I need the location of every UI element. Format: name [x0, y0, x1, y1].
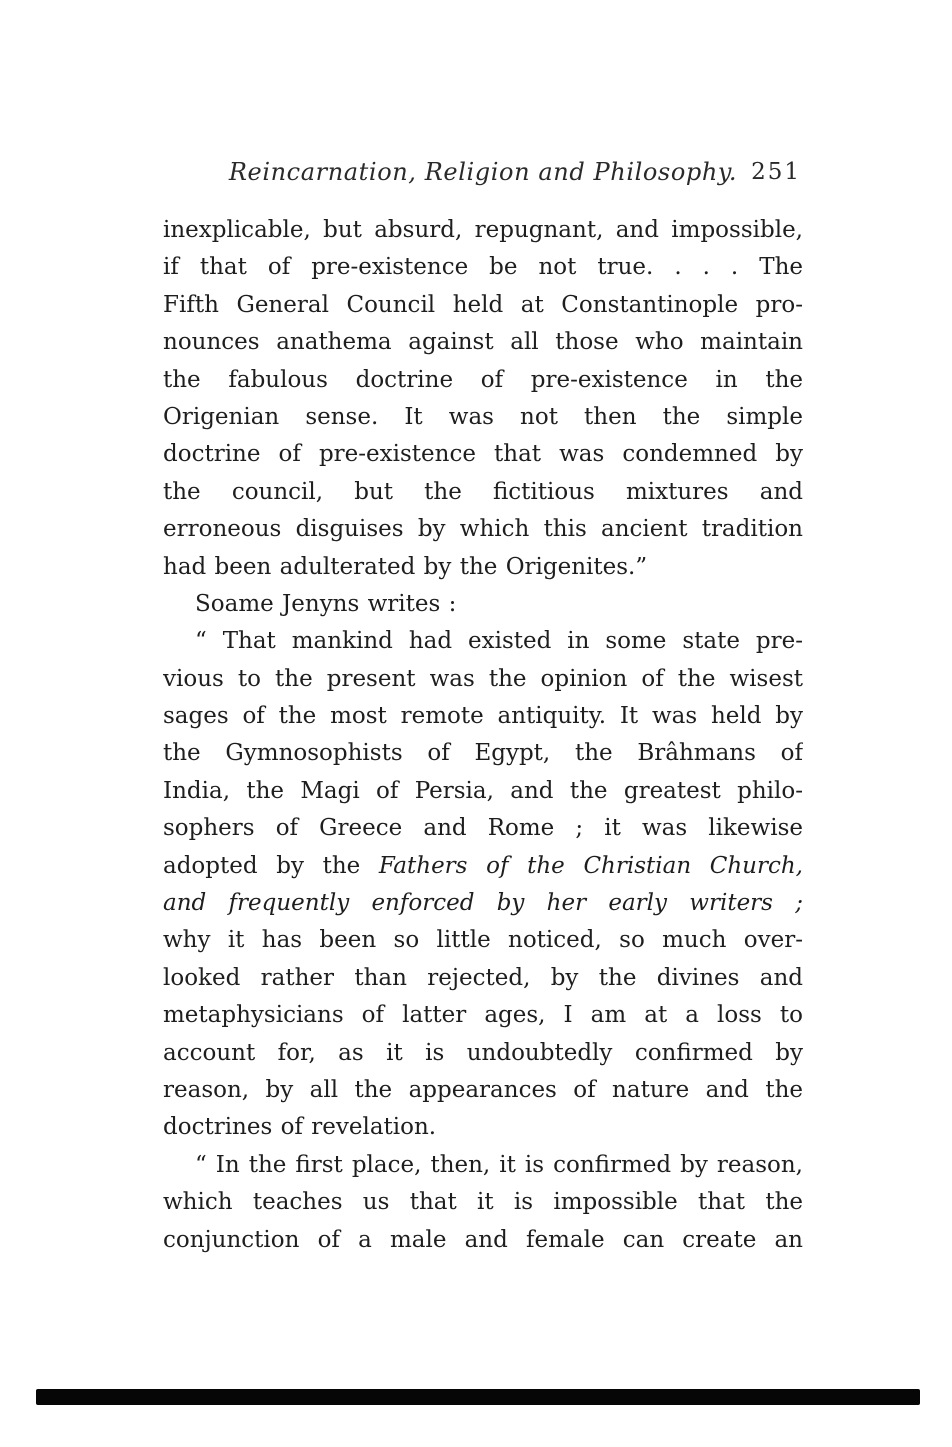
text-line: [163, 773, 803, 810]
text-segment: had been adulterated by the Origenites.”: [163, 553, 648, 580]
text-line: [163, 287, 803, 324]
text-line: [163, 810, 803, 847]
text-line: [163, 324, 803, 361]
text-segment: “ That mankind had existed in some state pre-: [195, 628, 803, 655]
italic-text-segment: and frequently enforced by her early writers ;: [163, 890, 803, 917]
text-line: [163, 1109, 803, 1146]
text-line: [163, 1184, 803, 1221]
text-segment: adopted by the: [163, 852, 379, 879]
text-segment: looked rather than rejected, by the divines and: [163, 964, 803, 991]
text-segment: erroneous disguises by which this ancient tradition: [163, 516, 803, 543]
text-segment: doctrines of revelation.: [163, 1114, 437, 1141]
text-segment: the council, but the fictitious mixtures and: [163, 478, 803, 505]
text-segment: Origenian sense. It was not then the simple: [163, 403, 803, 430]
text-segment: vious to the present was the opinion of the wisest: [163, 665, 803, 692]
page-number: 251: [751, 159, 801, 185]
text-line: [163, 1035, 803, 1072]
text-line: [163, 549, 803, 586]
text-segment: the Gymnosophists of Egypt, the Brâhmans of: [163, 740, 803, 767]
text-segment: conjunction of a male and female can create an: [163, 1226, 803, 1253]
text-line: [163, 885, 803, 922]
text-line: [163, 249, 803, 286]
text-line: [163, 1072, 803, 1109]
text-segment: why it has been so little noticed, so much over-: [163, 927, 803, 954]
text-segment: sophers of Greece and Rome ; it was likewise: [163, 815, 803, 842]
text-line: [163, 212, 803, 249]
text-line: [163, 1147, 803, 1184]
italic-text-segment: Fathers of the Christian Church,: [378, 852, 803, 879]
text-line: [163, 1222, 803, 1259]
text-segment: nounces anathema against all those who maintain: [163, 329, 803, 356]
scan-artifact-bar: [36, 1389, 920, 1405]
text-line: [163, 698, 803, 735]
text-segment: inexplicable, but absurd, repugnant, and impossible,: [163, 217, 803, 243]
text-segment: doctrine of pre-existence that was condemned by: [163, 441, 803, 468]
text-segment: India, the Magi of Persia, and the greatest philo-: [163, 777, 803, 804]
text-line: [163, 997, 803, 1034]
text-line: [163, 922, 803, 959]
text-line: [163, 586, 803, 623]
text-segment: Fifth General Council held at Constantinople pro-: [163, 291, 803, 318]
page-header: [163, 158, 803, 192]
text-line: [163, 623, 803, 660]
text-line: [163, 848, 803, 885]
text-segment: reason, by all the appearances of nature and the: [163, 1076, 803, 1103]
body-text: [163, 212, 803, 1259]
text-segment: which teaches us that it is impossible that the: [163, 1189, 803, 1216]
text-segment: metaphysicians of latter ages, I am at a loss to: [163, 1002, 803, 1029]
text-segment: sages of the most remote antiquity. It was held by: [163, 703, 803, 730]
text-line: [163, 474, 803, 511]
text-line: [163, 362, 803, 399]
text-segment: if that of pre-existence be not true. . . . The: [163, 254, 803, 281]
running-title: Reincarnation, Religion and Philosophy.: [228, 158, 738, 186]
text-segment: account for, as it is undoubtedly confirmed by: [163, 1039, 803, 1066]
text-line: [163, 511, 803, 548]
text-line: [163, 436, 803, 473]
text-line: [163, 735, 803, 772]
text-segment: the fabulous doctrine of pre-existence in the: [163, 366, 803, 393]
text-line: [163, 399, 803, 436]
text-segment: “ In the first place, then, it is confirmed by reason,: [195, 1151, 803, 1178]
text-line: [163, 960, 803, 997]
text-segment: Soame Jenyns writes :: [195, 590, 457, 617]
text-line: [163, 661, 803, 698]
